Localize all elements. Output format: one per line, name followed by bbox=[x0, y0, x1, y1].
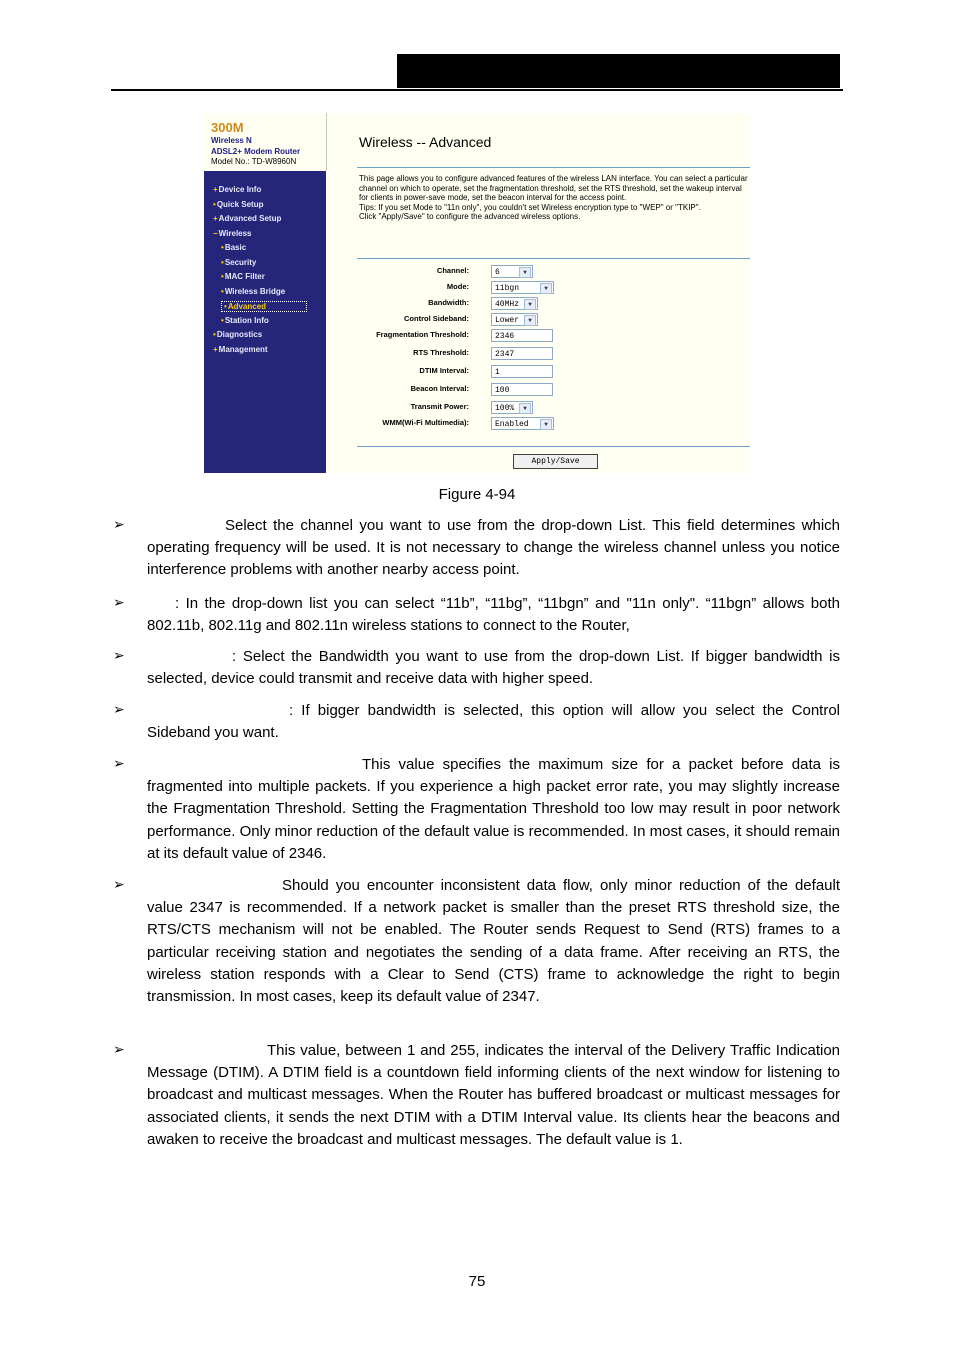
bullet-icon: ➢ bbox=[113, 517, 125, 533]
nav-prefix-icon: • bbox=[213, 330, 216, 339]
paragraph: : Select the Bandwidth you want to use from the drop-down List. If bigger bandwidth is selected, device could transmit and receive data with higher speed. bbox=[147, 648, 840, 688]
nav-label: Management bbox=[218, 344, 268, 354]
bandwidth-value: 40MHz bbox=[495, 300, 520, 309]
nav-prefix-icon: • bbox=[221, 257, 224, 267]
nav-label: Wireless bbox=[218, 228, 252, 238]
nav-label: Advanced bbox=[227, 302, 267, 311]
divider bbox=[357, 258, 750, 259]
sidebar-item-station-info[interactable] bbox=[221, 316, 269, 325]
page-number: 75 bbox=[468, 1273, 486, 1290]
nav-label: Diagnostics bbox=[216, 330, 263, 339]
nav-label: Advanced Setup bbox=[218, 214, 282, 223]
sidebar-item-mac-filter[interactable] bbox=[221, 272, 265, 281]
brand-line3: Model No.: TD-W8960N bbox=[211, 157, 297, 166]
nav-prefix-icon: • bbox=[221, 286, 224, 296]
sidebar-item-advanced[interactable] bbox=[221, 301, 307, 312]
bullet-icon: ➢ bbox=[113, 702, 125, 718]
channel-value: 6 bbox=[495, 268, 500, 277]
brand-line2: ADSL2+ Modem Router bbox=[211, 147, 301, 156]
sidebar-item-quick-setup[interactable] bbox=[213, 200, 264, 209]
nav-prefix-icon: • bbox=[221, 243, 224, 252]
transmit-power-select[interactable] bbox=[491, 401, 533, 414]
brand-logo bbox=[204, 113, 327, 171]
sidebar-item-basic[interactable] bbox=[221, 243, 246, 252]
fragmentation-threshold-value: 2346 bbox=[495, 332, 515, 341]
description-line: Tips: If you set Mode to "11n only", you couldn't set Wireless encryption type to "WEP" or "TKIP". bbox=[359, 202, 701, 212]
nav-label: Device Info bbox=[218, 185, 262, 194]
nav-prefix-icon: + bbox=[213, 185, 218, 194]
bullet-icon: ➢ bbox=[113, 756, 125, 772]
wmm-wi-fi-multimedia-label: WMM(Wi-Fi Multimedia): bbox=[382, 418, 469, 427]
nav-label: Wireless Bridge bbox=[224, 286, 286, 296]
nav-prefix-icon: + bbox=[213, 344, 218, 354]
paragraph: : In the drop-down list you can select “11b”, “11bg”, “11bgn” and "11n only". “11bgn” allows both 802.11b, 802.11g and 802.11n wireless stations to connect to the Router, bbox=[147, 595, 840, 635]
bandwidth-label: Bandwidth: bbox=[428, 298, 469, 307]
nav-prefix-icon: − bbox=[213, 228, 218, 238]
fragmentation-threshold-label: Fragmentation Threshold: bbox=[376, 330, 469, 339]
figure-caption: Figure 4-94 bbox=[438, 486, 516, 503]
bandwidth-select[interactable] bbox=[491, 297, 538, 310]
transmit-power-label: Transmit Power: bbox=[410, 402, 469, 411]
bullet-icon: ➢ bbox=[113, 1042, 125, 1058]
sidebar-item-device-info[interactable] bbox=[213, 185, 261, 194]
paragraph: This value, between 1 and 255, indicates the interval of the Delivery Traffic Indication Message (DTIM). A DTIM field is a countdown field informing clients of the next window for listening to broadcast and multicast messages. When the Router has buffered broadcast or multicast messages for associated clients, it sends the next DTIM with a DTIM Interval value. Its clients hear the beacons and awaken to receive the broadcast and multicast messages. The default value is 1. bbox=[147, 1042, 840, 1148]
nav-label: MAC Filter bbox=[224, 272, 265, 281]
nav-prefix-icon: • bbox=[213, 199, 216, 209]
router-screenshot bbox=[204, 113, 750, 473]
rts-threshold-input[interactable] bbox=[491, 347, 553, 360]
mode-value: 11bgn bbox=[495, 284, 520, 293]
control-sideband-select[interactable] bbox=[491, 313, 538, 326]
wmm-wi-fi-multimedia-value: Enabled bbox=[495, 420, 529, 429]
transmit-power-value: 100% bbox=[495, 404, 515, 413]
sidebar-item-diagnostics[interactable] bbox=[213, 330, 262, 339]
page-title: Wireless -- Advanced bbox=[359, 134, 492, 150]
chevron-down-icon[interactable]: ▼ bbox=[540, 283, 552, 294]
sidebar-item-management[interactable] bbox=[213, 345, 268, 354]
nav-label: Basic bbox=[224, 243, 247, 252]
paragraph: Should you encounter inconsistent data flow, only minor reduction of the default value 2347 is recommended. If a network packet is smaller than the preset RTS threshold size, the RTS/CTS mechanism will not be enabled. The Router sends Request to Send (RTS) frames to a particular receiving station and negotiates the sending of a data frame. After receiving an RTS, the wireless station responds with a Clear to Send (CTS) frame to acknowledge the right to begin transmission. In most cases, keep its default value of 2347. bbox=[147, 877, 840, 1006]
chevron-down-icon[interactable]: ▼ bbox=[519, 403, 531, 414]
chevron-down-icon[interactable]: ▼ bbox=[540, 419, 552, 430]
channel-label: Channel: bbox=[436, 266, 469, 275]
nav-label: Station Info bbox=[224, 315, 269, 325]
nav-prefix-icon: • bbox=[221, 272, 224, 281]
control-sideband-value: Lower bbox=[495, 316, 520, 325]
nav-prefix-icon: • bbox=[224, 302, 227, 311]
wmm-wi-fi-multimedia-select[interactable] bbox=[491, 417, 554, 430]
description-line: This page allows you to configure advanced features of the wireless LAN interface. You can select a particular channel on which to operate, set the fragmentation threshold, set the RTS threshold, set the wakeup interval for clients in power-save mode, set the beacon interval for the access point. bbox=[359, 174, 748, 203]
beacon-interval-label: Beacon Interval: bbox=[410, 384, 469, 393]
header-bar bbox=[397, 54, 840, 88]
divider bbox=[357, 446, 750, 447]
beacon-interval-value: 100 bbox=[495, 386, 510, 395]
chevron-down-icon[interactable]: ▼ bbox=[524, 299, 536, 310]
bullet-icon: ➢ bbox=[113, 648, 125, 664]
sidebar-item-security[interactable] bbox=[221, 258, 256, 267]
chevron-down-icon[interactable]: ▼ bbox=[519, 267, 531, 278]
nav-label: Security bbox=[224, 257, 257, 267]
bullet-icon: ➢ bbox=[113, 595, 125, 611]
nav-prefix-icon: • bbox=[221, 315, 224, 325]
beacon-interval-input[interactable] bbox=[491, 383, 553, 396]
sidebar-item-advanced-setup[interactable] bbox=[213, 214, 281, 223]
channel-select[interactable] bbox=[491, 265, 533, 278]
dtim-interval-value: 1 bbox=[495, 368, 500, 377]
rts-threshold-label: RTS Threshold: bbox=[413, 348, 469, 357]
mode-select[interactable] bbox=[491, 281, 554, 294]
mode-label: Mode: bbox=[446, 282, 469, 291]
divider bbox=[357, 167, 750, 168]
nav-prefix-icon: + bbox=[213, 214, 218, 223]
sidebar-item-wireless[interactable] bbox=[213, 229, 252, 238]
paragraph: : If bigger bandwidth is selected, this option will allow you select the Control Sideband you want. bbox=[147, 702, 840, 742]
brand-line1: Wireless N bbox=[211, 136, 252, 145]
paragraph: Select the channel you want to use from the drop-down List. This field determines which operating frequency will be used. It is not necessary to change the wireless channel unless you notice interference problems with another nearby access point. bbox=[147, 517, 840, 579]
brand-model-size: 300M bbox=[211, 120, 244, 135]
page-description bbox=[359, 174, 749, 222]
bullet-icon: ➢ bbox=[113, 877, 125, 893]
header-rule bbox=[111, 89, 843, 91]
dtim-interval-label: DTIM Interval: bbox=[419, 366, 469, 375]
chevron-down-icon[interactable]: ▼ bbox=[524, 315, 536, 326]
control-sideband-label: Control Sideband: bbox=[404, 314, 469, 323]
rts-threshold-value: 2347 bbox=[495, 350, 515, 359]
apply-save-button[interactable]: Apply/Save bbox=[513, 454, 598, 469]
paragraph: This value specifies the maximum size for a packet before data is fragmented into multiple packets. If you experience a high packet error rate, you may slightly increase the Fragmentation Threshold. Setting the Fragmentation Threshold too low may result in poor network performance. Only minor reduction of the default value is recommended. In most cases, it should remain at its default value of 2346. bbox=[147, 756, 840, 862]
nav-label: Quick Setup bbox=[216, 199, 264, 209]
description-line: Click "Apply/Save" to configure the advanced wireless options. bbox=[359, 212, 581, 222]
fragmentation-threshold-input[interactable] bbox=[491, 329, 553, 342]
dtim-interval-input[interactable] bbox=[491, 365, 553, 378]
sidebar-item-wireless-bridge[interactable] bbox=[221, 287, 285, 296]
